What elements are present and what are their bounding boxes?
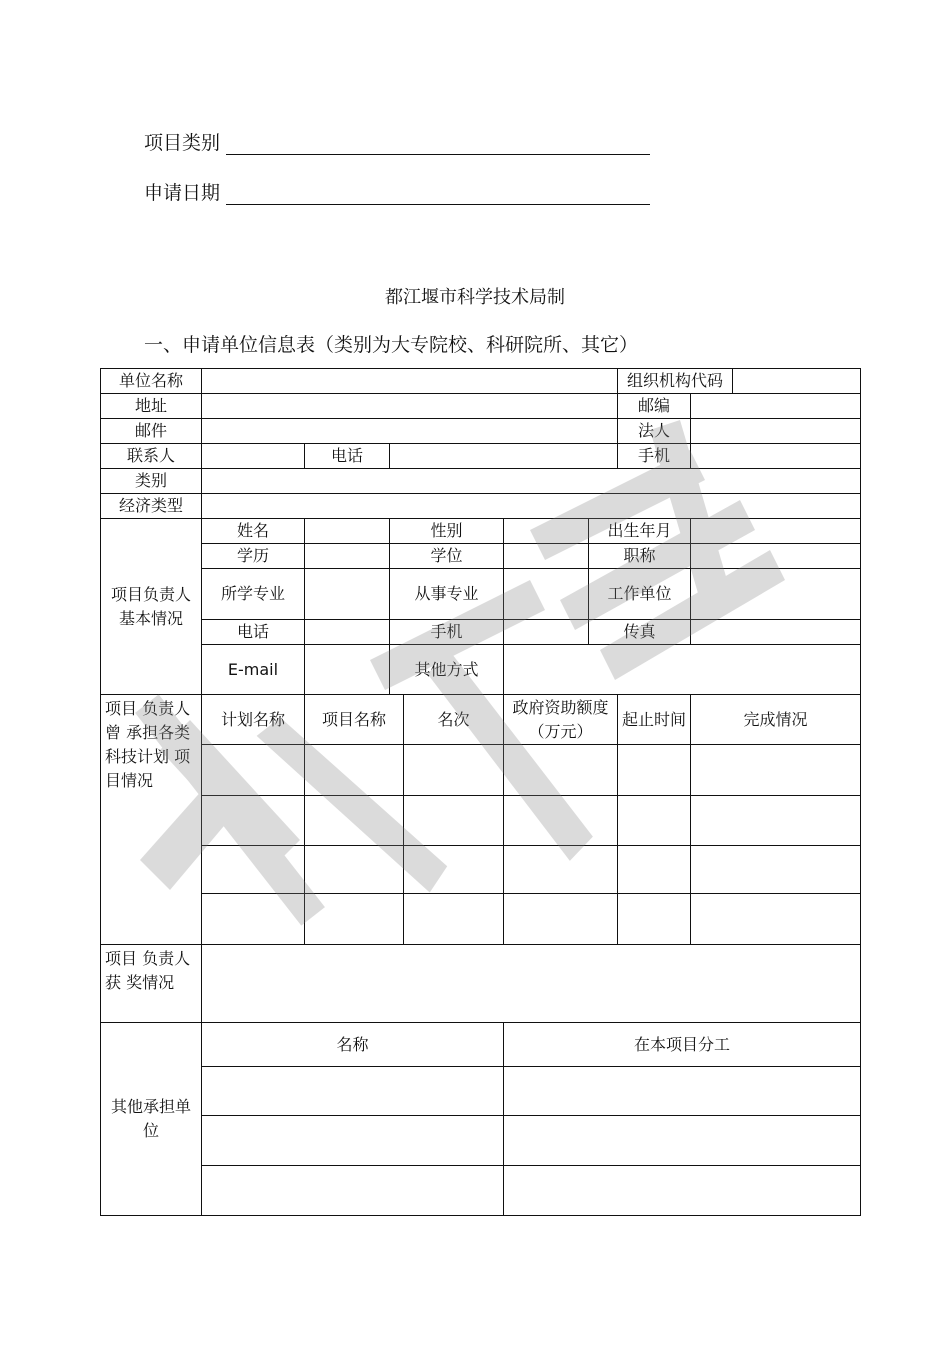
leader-major-value[interactable] bbox=[305, 569, 390, 620]
legal-rep-value[interactable] bbox=[691, 419, 861, 444]
project-row bbox=[101, 745, 861, 796]
project-cell[interactable] bbox=[305, 796, 404, 846]
leader-field-value[interactable] bbox=[504, 569, 589, 620]
project-cell[interactable] bbox=[404, 796, 504, 846]
unit-mobile-label: 手机 bbox=[618, 444, 691, 469]
email-value[interactable] bbox=[202, 419, 618, 444]
application-date-field bbox=[144, 178, 650, 205]
address-value[interactable] bbox=[202, 394, 618, 419]
unit-mobile-value[interactable] bbox=[691, 444, 861, 469]
leader-gender-value[interactable] bbox=[504, 519, 589, 544]
section-title: 一、申请单位信息表（类别为大专院校、科研院所、其它） bbox=[144, 334, 639, 356]
other-units-col-name: 名称 bbox=[202, 1023, 504, 1067]
project-cell[interactable] bbox=[691, 894, 861, 945]
leader-fax-label: 传真 bbox=[589, 620, 691, 645]
project-cell[interactable] bbox=[305, 846, 404, 894]
project-row bbox=[101, 796, 861, 846]
leader-degree-value[interactable] bbox=[504, 544, 589, 569]
leader-fax-value[interactable] bbox=[691, 620, 861, 645]
project-cell[interactable] bbox=[202, 846, 305, 894]
other-unit-role-cell[interactable] bbox=[504, 1166, 861, 1216]
leader-birth-label: 出生年月 bbox=[589, 519, 691, 544]
project-cell[interactable] bbox=[691, 846, 861, 894]
project-cell[interactable] bbox=[618, 894, 691, 945]
projects-section-label: 项目 负责人曾 承担各类 科技计划 项目情况 bbox=[101, 695, 202, 945]
leader-title-value[interactable] bbox=[691, 544, 861, 569]
other-unit-name-cell[interactable] bbox=[202, 1166, 504, 1216]
project-cell[interactable] bbox=[618, 745, 691, 796]
leader-major-label: 所学专业 bbox=[202, 569, 305, 620]
category-value[interactable] bbox=[202, 469, 861, 494]
application-date-blank[interactable] bbox=[226, 182, 650, 205]
leader-name-value[interactable] bbox=[305, 519, 390, 544]
leader-workplace-value[interactable] bbox=[691, 569, 861, 620]
other-unit-role-cell[interactable] bbox=[504, 1067, 861, 1116]
project-cell[interactable] bbox=[691, 796, 861, 846]
project-cell[interactable] bbox=[618, 796, 691, 846]
leader-education-label: 学历 bbox=[202, 544, 305, 569]
leader-degree-label: 学位 bbox=[390, 544, 504, 569]
email-label: 邮件 bbox=[101, 419, 202, 444]
projects-col-funding: 政府资助额度（万元） bbox=[504, 695, 618, 745]
project-cell[interactable] bbox=[618, 846, 691, 894]
leader-mobile-label: 手机 bbox=[390, 620, 504, 645]
project-cell[interactable] bbox=[504, 745, 618, 796]
projects-col-plan: 计划名称 bbox=[202, 695, 305, 745]
leader-birth-value[interactable] bbox=[691, 519, 861, 544]
project-row bbox=[101, 894, 861, 945]
projects-col-period: 起止时间 bbox=[618, 695, 691, 745]
org-code-value[interactable] bbox=[733, 369, 861, 394]
awards-value[interactable] bbox=[202, 945, 861, 1023]
leader-email-value[interactable] bbox=[305, 645, 390, 695]
leader-education-value[interactable] bbox=[305, 544, 390, 569]
project-cell[interactable] bbox=[504, 796, 618, 846]
awards-section-label: 项目 负责人获 奖情况 bbox=[101, 945, 202, 1023]
project-cell[interactable] bbox=[691, 745, 861, 796]
project-category-label: 项目类别 bbox=[144, 132, 221, 154]
postcode-value[interactable] bbox=[691, 394, 861, 419]
project-cell[interactable] bbox=[202, 894, 305, 945]
leader-section-label: 项目负责人基本情况 bbox=[101, 519, 202, 695]
project-cell[interactable] bbox=[202, 745, 305, 796]
project-category-field bbox=[144, 128, 650, 155]
application-date-label: 申请日期 bbox=[144, 182, 221, 204]
address-label: 地址 bbox=[101, 394, 202, 419]
leader-other-value[interactable] bbox=[504, 645, 861, 695]
project-cell[interactable] bbox=[404, 745, 504, 796]
other-units-section-label: 其他承担单位 bbox=[101, 1023, 202, 1216]
project-cell[interactable] bbox=[305, 894, 404, 945]
unit-name-value[interactable] bbox=[202, 369, 618, 394]
leader-workplace-label: 工作单位 bbox=[589, 569, 691, 620]
projects-col-rank: 名次 bbox=[404, 695, 504, 745]
leader-phone-label: 电话 bbox=[202, 620, 305, 645]
project-cell[interactable] bbox=[404, 894, 504, 945]
legal-rep-label: 法人 bbox=[618, 419, 691, 444]
unit-phone-value[interactable] bbox=[390, 444, 618, 469]
other-unit-name-cell[interactable] bbox=[202, 1116, 504, 1166]
contact-label: 联系人 bbox=[101, 444, 202, 469]
econ-type-value[interactable] bbox=[202, 494, 861, 519]
project-cell[interactable] bbox=[504, 846, 618, 894]
other-unit-row bbox=[101, 1116, 861, 1166]
econ-type-label: 经济类型 bbox=[101, 494, 202, 519]
issuer-line: 都江堰市科学技术局制 bbox=[385, 287, 565, 308]
leader-phone-value[interactable] bbox=[305, 620, 390, 645]
unit-phone-label: 电话 bbox=[305, 444, 390, 469]
applicant-info-table bbox=[100, 368, 861, 1216]
leader-other-label: 其他方式 bbox=[390, 645, 504, 695]
leader-title-label: 职称 bbox=[589, 544, 691, 569]
project-cell[interactable] bbox=[202, 796, 305, 846]
unit-name-label: 单位名称 bbox=[101, 369, 202, 394]
project-row bbox=[101, 846, 861, 894]
category-label: 类别 bbox=[101, 469, 202, 494]
other-unit-row bbox=[101, 1166, 861, 1216]
org-code-label: 组织机构代码 bbox=[618, 369, 733, 394]
project-category-blank[interactable] bbox=[226, 132, 650, 155]
postcode-label: 邮编 bbox=[618, 394, 691, 419]
other-unit-role-cell[interactable] bbox=[504, 1116, 861, 1166]
leader-name-label: 姓名 bbox=[202, 519, 305, 544]
project-cell[interactable] bbox=[404, 846, 504, 894]
projects-col-project: 项目名称 bbox=[305, 695, 404, 745]
leader-email-label: E-mail bbox=[202, 645, 305, 695]
projects-col-status: 完成情况 bbox=[691, 695, 861, 745]
project-cell[interactable] bbox=[305, 745, 404, 796]
other-unit-row bbox=[101, 1067, 861, 1116]
project-cell[interactable] bbox=[504, 894, 618, 945]
leader-mobile-value[interactable] bbox=[504, 620, 589, 645]
other-unit-name-cell[interactable] bbox=[202, 1067, 504, 1116]
contact-value[interactable] bbox=[202, 444, 305, 469]
leader-gender-label: 性别 bbox=[390, 519, 504, 544]
leader-field-label: 从事专业 bbox=[390, 569, 504, 620]
other-units-col-role: 在本项目分工 bbox=[504, 1023, 861, 1067]
